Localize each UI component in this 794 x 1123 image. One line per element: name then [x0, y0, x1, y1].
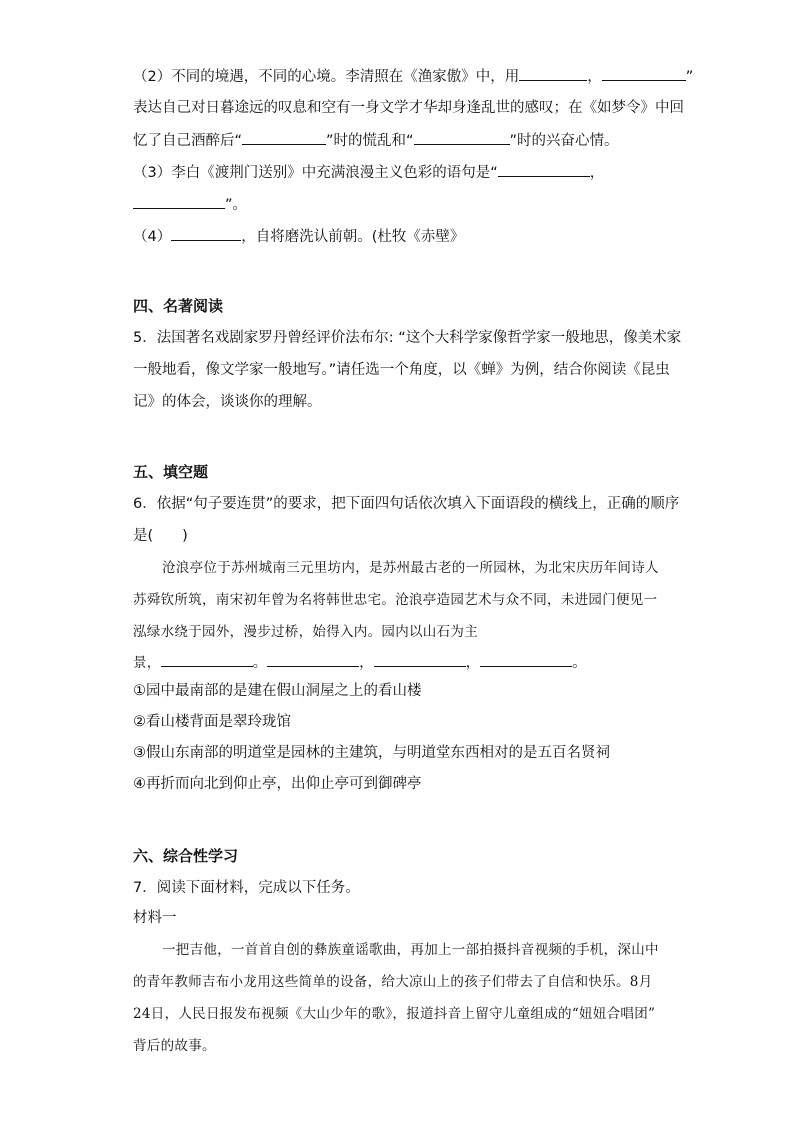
material-line4: 背后的故事。 — [133, 1038, 216, 1054]
answer-blank[interactable] — [133, 194, 225, 209]
text: ”时的慌乱和“ — [326, 133, 414, 149]
q5-line1: 5．法国著名戏剧家罗丹曾经评价法布尔: “这个大科学家像哲学家一般地思，像美术家 — [133, 330, 682, 346]
text: ， — [359, 655, 374, 671]
q7-prompt: 7．阅读下面材料，完成以下任务。 — [133, 880, 360, 896]
answer-blank[interactable] — [161, 652, 253, 667]
passage-line1: 沧浪亭位于苏州城南三元里坊内，是苏州最古老的一所园林，为北宋庆历年间诗人 — [162, 560, 659, 576]
q4-item4 — [133, 226, 464, 247]
comma: ， — [589, 165, 605, 181]
q4-item2-line3 — [133, 130, 619, 151]
option-4: ④再折而向北到仰止亭，出仰止亭可到御碑亭 — [133, 776, 422, 792]
q6-line2: 是( ) — [133, 528, 188, 544]
answer-blank[interactable] — [602, 66, 686, 81]
passage-line4 — [133, 652, 587, 673]
q4-item2-line1 — [133, 66, 693, 87]
text: 景， — [133, 655, 161, 671]
text: 。 — [572, 655, 587, 671]
text: （4） — [133, 229, 172, 245]
material-line2: 的青年教师吉布小龙用这些简单的设备，给大凉山上的孩子们带去了自信和快乐。8月 — [133, 974, 653, 990]
q5-line2: 一般地看，像文学家一般地写。”请任选一个角度，以《蝉》为例，结合你阅读《昆虫 — [133, 362, 670, 378]
material-line3: 24日，人民日报发布视频《大山少年的歌》，报道抖音上留守儿童组成的“妞妞合唱团” — [133, 1006, 656, 1022]
section-heading-5: 五、填空题 — [133, 463, 209, 481]
section-heading-4: 四、名著阅读 — [133, 297, 224, 315]
material-line1: 一把吉他，一首首自创的彝族童谣歌曲，再加上一部拍摄抖音视频的手机，深山中 — [162, 942, 659, 958]
text: ”时的兴奋心情。 — [509, 133, 619, 149]
passage-line3: 泓绿水绕于园外，漫步过桥，始得入内。园内以山石为主 — [133, 624, 478, 640]
text: （3）李白《渡荆门送别》中充满浪漫主义色彩的语句是“ — [133, 165, 498, 181]
q4-item3-line1 — [133, 162, 604, 183]
q4-item2-intro: （2）不同的境遇，不同的心境。李清照在《渔家傲》中，用 — [133, 69, 520, 85]
answer-blank[interactable] — [498, 162, 590, 177]
answer-blank[interactable] — [242, 130, 326, 145]
section-heading-6: 六、综合性学习 — [133, 847, 239, 865]
text: ，自将磨洗认前朝。(杜牧《赤壁》 — [241, 229, 465, 245]
q6-line1: 6．依据“句子要连贯”的要求，把下面四句话依次填入下面语段的横线上，正确的顺序 — [133, 496, 680, 512]
material-label: 材料一 — [133, 910, 177, 926]
q4-item2-line2: 表达自己对日暮途远的叹息和空有一身文学才华却身逢乱世的感叹；在《如梦令》中回 — [133, 100, 684, 116]
answer-blank[interactable] — [414, 130, 510, 145]
answer-blank[interactable] — [480, 652, 572, 667]
answer-blank[interactable] — [267, 652, 359, 667]
option-2: ②看山楼背面是翠玲珑馆 — [133, 714, 291, 730]
text: 忆了自己酒醉后“ — [133, 133, 243, 149]
text: 。 — [252, 655, 268, 671]
comma: ， — [587, 69, 602, 85]
text: ”。 — [225, 197, 248, 213]
q4-item3-line2 — [133, 194, 247, 215]
answer-blank[interactable] — [374, 652, 466, 667]
quote-mark: ” — [685, 69, 694, 85]
option-3: ③假山东南部的明道堂是园林的主建筑，与明道堂东西相对的是五百名贤祠 — [133, 745, 610, 761]
option-1: ①园中最南部的是建在假山洞屋之上的看山楼 — [133, 683, 422, 699]
answer-blank[interactable] — [519, 66, 587, 81]
q5-line3: 记》的体会，谈谈你的理解。 — [133, 394, 322, 410]
text: ， — [465, 655, 481, 671]
answer-blank[interactable] — [171, 226, 241, 241]
passage-line2: 苏舜钦所筑，南宋初年曾为名将韩世忠宅。沧浪亭造园艺术与众不同，未进园门便见一 — [133, 592, 658, 608]
